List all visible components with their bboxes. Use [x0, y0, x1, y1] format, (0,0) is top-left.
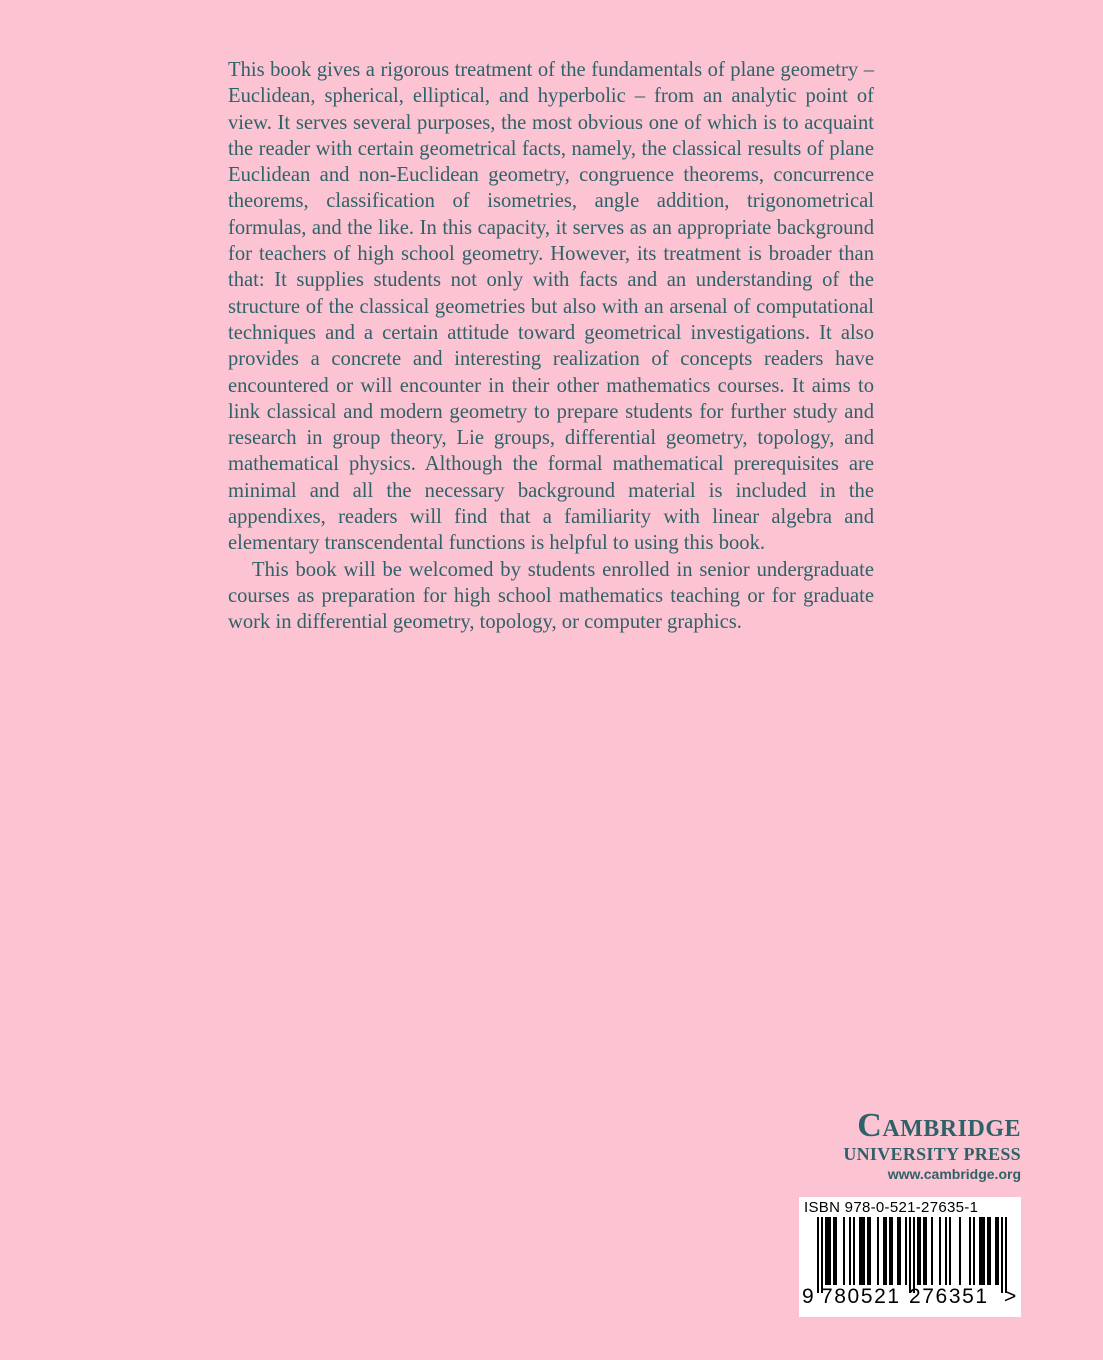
publisher-name: Cambridge [857, 1107, 1021, 1144]
barcode-bar [835, 1217, 837, 1285]
blurb-paragraph-1: This book gives a rigorous treatment of the fundamentals of plane geometry – Euclidean, spherical, elliptical, and hyperbolic – from an analytic point of view. It serves several purposes, the most obvious one of which is to acquaint the reader with certain geometrical facts, namely, the classical results of plane Euclidean and non-Euclidean geometry, congruence theorems, concurrence theorems, classification of isometries, angle addition, trigonometrical formulas, and the like. In this capacity, it serves as an appropriate background for teachers of high school geometry. However, its treatment is broader than that: It supplies students not only with facts and an understanding of the structure of the classical geometries but also with an arsenal of computational techniques and a certain attitude toward geometrical investigations. It also provides a concrete and interesting realization of concepts readers have encountered or will encounter in their other mathematics courses. It aims to link classical and modern geometry to prepare students for further study and research in group theory, Lie groups, differential geometry, topology, and mathematical physics. Although the formal mathematical prerequisites are minimal and all the necessary background material is included in the appendixes, readers will find that a familiarity with linear algebra and elementary transcendental functions is helpful to using this book. [228, 59, 874, 555]
barcode-bar [849, 1217, 851, 1285]
barcode-bar [899, 1217, 901, 1285]
barcode-digits-right: 276351 [909, 1285, 989, 1308]
blurb-paragraph-2: This book will be welcomed by students enrolled in senior undergraduate courses as preparation for high school mathematics teaching or for graduate work in differential geometry, topology, or computer graphics. [228, 558, 874, 634]
barcode-bar [897, 1217, 899, 1285]
barcode-bar [885, 1217, 887, 1285]
back-cover-blurb [228, 57, 874, 636]
publisher-logo [843, 1108, 1021, 1184]
barcode-bar [919, 1217, 921, 1285]
barcode-bar [949, 1217, 951, 1285]
barcode-bar [825, 1217, 827, 1285]
barcode-bar [959, 1217, 961, 1285]
barcode-bar [891, 1217, 893, 1285]
barcode-bar [833, 1217, 835, 1285]
barcode-guard-bar [1001, 1217, 1003, 1293]
barcode-bar [869, 1217, 871, 1285]
barcode-bars-icon [799, 1217, 1021, 1293]
barcode-bar [995, 1217, 997, 1285]
barcode-bar [939, 1217, 941, 1285]
publisher-subtitle: UNIVERSITY PRESS [843, 1144, 1021, 1164]
barcode-bar [987, 1217, 989, 1285]
barcode-bar [827, 1217, 829, 1285]
barcode-bar [905, 1217, 907, 1285]
barcode-bar [923, 1217, 925, 1285]
barcode-bar [969, 1217, 971, 1285]
barcode-bar [829, 1217, 831, 1285]
barcode-bar [981, 1217, 983, 1285]
barcode-bar [983, 1217, 985, 1285]
barcode-bar [877, 1217, 879, 1285]
barcode-bar [979, 1217, 981, 1285]
barcode-bar [917, 1217, 919, 1285]
barcode-bar [973, 1217, 975, 1285]
barcode-bar [989, 1217, 991, 1285]
barcode-guard-bar [913, 1217, 915, 1293]
barcode-bar [867, 1217, 869, 1285]
barcode-bar [861, 1217, 863, 1285]
barcode-guard-bar [821, 1217, 823, 1293]
isbn-label: ISBN 978-0-521-27635-1 [804, 1199, 979, 1216]
barcode-bar [843, 1217, 845, 1285]
barcode-bar [883, 1217, 885, 1285]
barcode-bar [925, 1217, 927, 1285]
barcode-bar [863, 1217, 865, 1285]
barcode-guard-bar [817, 1217, 819, 1293]
isbn-barcode [799, 1197, 1021, 1317]
barcode-digit-first: 9 [802, 1285, 814, 1308]
barcode-arrow: > [1004, 1285, 1017, 1308]
barcode-bar [889, 1217, 891, 1285]
publisher-url: www.cambridge.org [887, 1166, 1021, 1182]
barcode-bar [945, 1217, 947, 1285]
barcode-bar [997, 1217, 999, 1285]
barcode-bar [931, 1217, 933, 1285]
barcode-guard-bar [909, 1217, 911, 1293]
barcode-bar [853, 1217, 855, 1285]
barcode-digits-left: 780521 [821, 1285, 901, 1308]
barcode-bar [859, 1217, 861, 1285]
barcode-guard-bar [1005, 1217, 1007, 1293]
